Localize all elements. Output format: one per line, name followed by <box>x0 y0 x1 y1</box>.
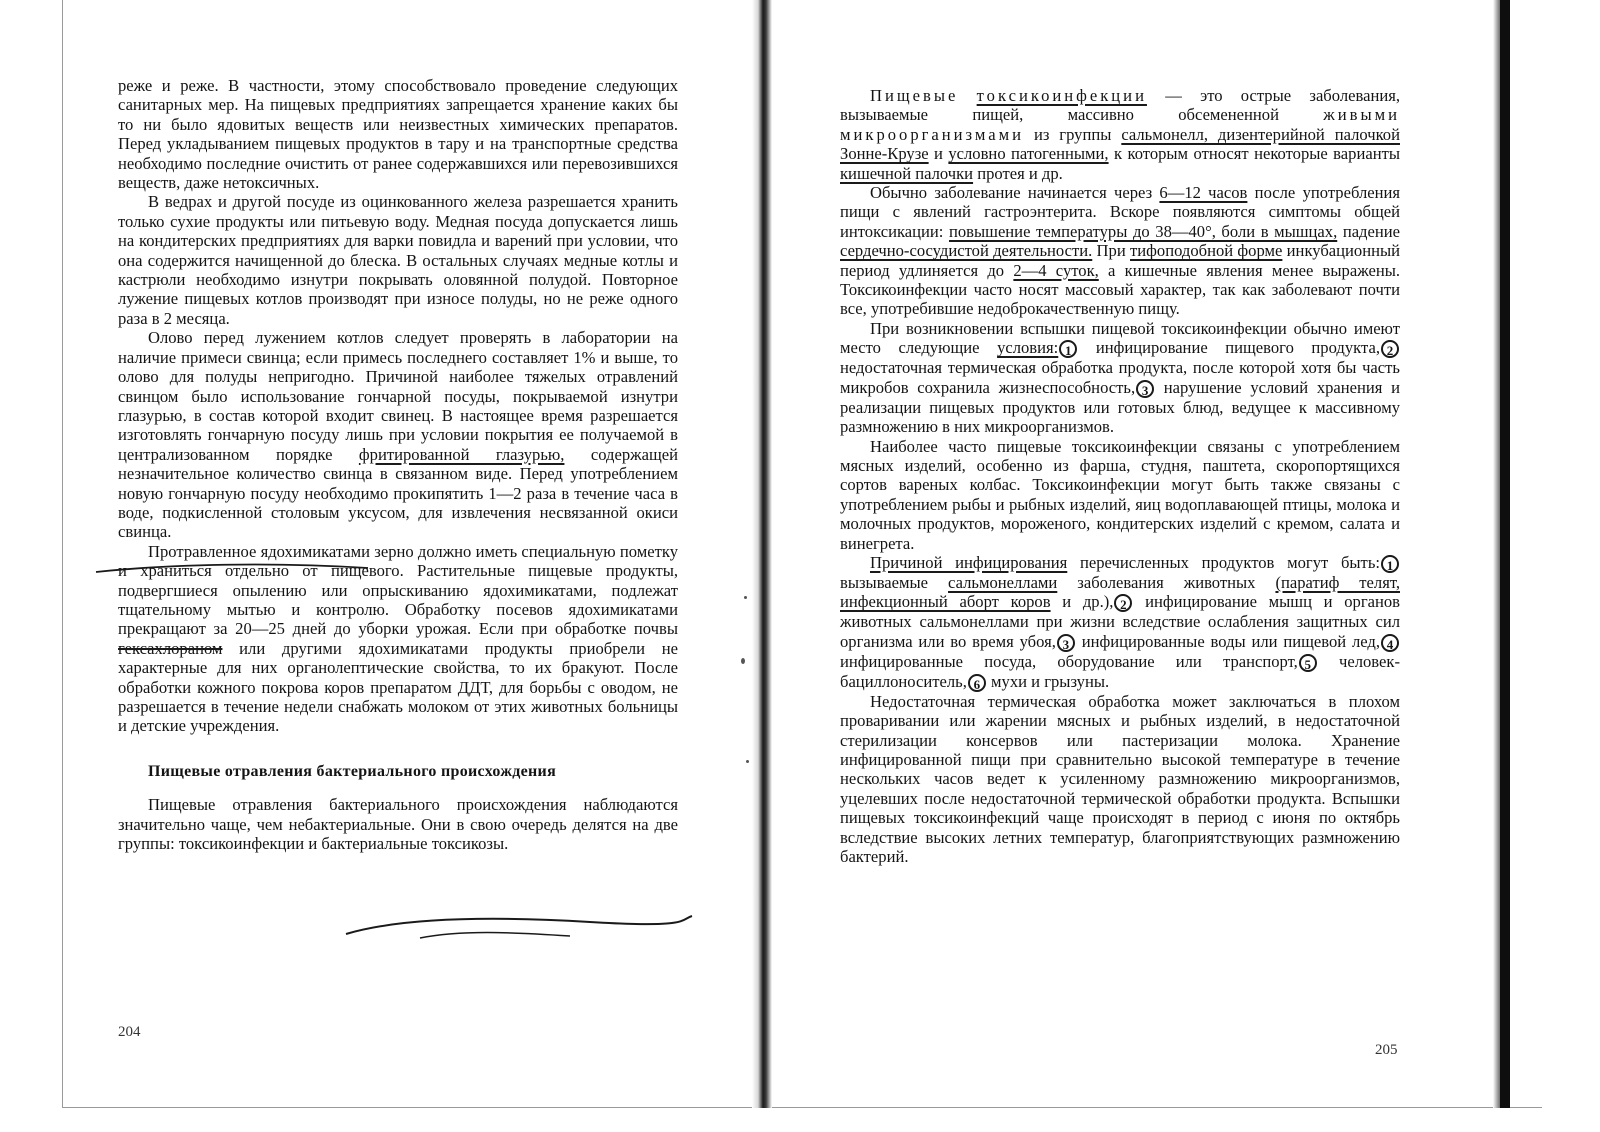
term: живыми микроорганизмами <box>840 105 1400 144</box>
paragraph: реже и реже. В частности, этому способствовало проведение следующих санитарных мер. На пищевых предприятиях запрещается хранение каких бы то ни было ядовитых веществ или неизвестных химических препаратов. Перед укладыванием пищевых продуктов в тару и на транспортные средства необходимо последние очистить от ранее содержавшихся или перевозившихся веществ, даже нетоксичных. <box>118 76 678 193</box>
paragraph <box>118 328 678 541</box>
paragraph: В ведрах и другой посуде из оцинкованного железа разрешается хранить только сухие продукты или питьевую воду. Медная посуда допускается лишь на кондитерских предприятиях для варки повидла и варений при условии, что она содержится начищенной до блеска. В остальных случаях медные котлы и кастрюли необходимо изнутри покрывать оловянной полудой. Повторное лужение пищевых котлов производят при износе полуды, но не реже одного раза в 2 месяца. <box>118 192 678 328</box>
handwritten-underline-text: 2—4 суток, <box>1013 260 1099 280</box>
text-run: заболевания животных <box>1057 572 1276 592</box>
text-run: содержащей незначительное количество свинца в связанном виде. Перед употреблением новую гончарную посуду необходимо прокипятить 1—2 раза в течение часа в воде, подкисленной столовым уксусом, для извлечения несвязанной окиси свинца. <box>118 444 678 542</box>
handwritten-underline-text: условно патогенными, <box>948 144 1109 164</box>
text-run: Протравленное ядохимикатами зерно должно иметь специальную пометку и храниться отдельно от пищевого. Растительные пищевые продукты, подвергшиеся опылению или опрыскиванию ядохимикатами, подлежат тщательному мытью и контролю. Обработку посевов ядохимикатами прекращают за 20—25 дней до уборки урожая. Если при обработке почвы <box>118 541 678 639</box>
text-run: падение <box>1337 221 1400 241</box>
scan-speck <box>741 658 745 664</box>
circled-number-marker: 3 <box>1057 634 1075 652</box>
text-run: вызываемые <box>840 572 949 592</box>
term: Пищевые <box>870 86 959 105</box>
handwritten-underline-text: тифоподобной форме <box>1130 241 1283 261</box>
text-run: из группы <box>1024 124 1122 144</box>
paragraph <box>840 183 1400 319</box>
scan-speck <box>744 596 747 599</box>
text-run: инкубационный период удлиняется до <box>840 241 1400 280</box>
book-gutter <box>752 0 772 1108</box>
handwritten-underline-text: кишечной палочки <box>840 163 974 183</box>
handwritten-underline-text: сальмонелл, дизентерийной палочкой Зонне-Крузе <box>840 124 1400 164</box>
handwritten-underline-text: повышение температуры до 38—40°, боли в мышцах, <box>949 221 1338 241</box>
handwritten-underline-text: сальмонеллами <box>948 572 1058 592</box>
text-run: человек-бациллоноситель, <box>840 651 1400 691</box>
text-run: инфицированные воды или пищевой лед, <box>1075 631 1380 651</box>
text-run: При <box>1092 241 1131 261</box>
text-run: нарушение условий хранения и реализации пищевых продуктов или готовых блюд, ведущее к массивному размножению в них микроорганизмов. <box>840 377 1400 437</box>
circled-number-marker: 4 <box>1381 634 1399 652</box>
handwritten-underline-text: (паратиф телят, инфекционный аборт коров <box>840 572 1400 612</box>
text-run: инфицированные посуда, оборудование или транспорт, <box>840 651 1298 671</box>
paragraph <box>840 319 1400 437</box>
handwritten-underline-text: условия: <box>997 338 1059 358</box>
circled-number-marker: 3 <box>1136 380 1154 398</box>
left-page <box>118 76 678 853</box>
text-run: инфицирование мышц и органов животных сальмонеллами при жизни вследствие ослабления защитных сил организма или во время убоя, <box>840 592 1400 651</box>
paragraph <box>840 553 1400 692</box>
text-run: недостаточная термическая обработка продукта, после которой хотя бы часть микробов сохранила жизнеспособность, <box>840 358 1400 397</box>
term-underlined: токсикоинфекции <box>976 86 1147 105</box>
text-run: а кишечные явления менее выражены. Токсикоинфекции часто носят массовый характер, так как заболевают почти все, употребившие недоброкачественную пищу. <box>840 260 1400 319</box>
text-run: Обычно заболевание начинается через <box>870 183 1160 203</box>
text-run: и <box>928 144 949 164</box>
handwritten-underline-text: сердечно-сосудистой деятельности. <box>840 241 1093 261</box>
text-run: мухи и грызуны. <box>986 671 1110 691</box>
circled-number-marker: 6 <box>968 674 986 692</box>
text-run: протея и др. <box>973 163 1063 183</box>
section-heading: Пищевые отравления бактериального происхождения <box>148 762 557 780</box>
text-run: после употребления пищи с явлений гастроэнтерита. Вскоре появляются симптомы общей интоксикации: <box>840 183 1401 241</box>
paragraph: Пищевые отравления бактериального происхождения наблюдаются значительно чаще, чем небактериальные. Они в свою очередь делятся на две группы: токсикоинфекции и бактериальные токсикозы. <box>118 795 678 854</box>
text-run: перечисленных продуктов могут быть: <box>1067 552 1380 572</box>
circled-number-marker: 1 <box>1381 555 1399 573</box>
handwritten-underline-text: 6—12 часов <box>1159 183 1248 203</box>
page-number: 205 <box>1375 1042 1398 1058</box>
circled-number-marker: 5 <box>1299 654 1317 672</box>
handwritten-underline-text: Причиной инфицирования <box>870 552 1068 572</box>
text-run: инфицирование пищевого продукта, <box>1078 338 1380 358</box>
scan-speck <box>746 760 749 763</box>
handwritten-strikethrough-text: гексахлораном <box>118 638 223 658</box>
paragraph: Недостаточная термическая обработка может заключаться в плохом проваривании или жарении мясных и рыбных изделий, в недостаточной стерилизации консервов или пастеризации молока. Хранение инфицированной пищи при сравнительно высокой температуре в течение нескольких часов ведет к усиленному размножению микроорганизмов, уцелевших после недостаточной термической обработки продукта. Вспышки пищевых токсикоинфекций чаще происходят в период с июня по октябрь вследствие высоких летних температур, благоприятствующих размножению бактерий. <box>840 691 1400 866</box>
text-run: Олово перед лужением котлов следует проверять в лаборатории на наличие примеси свинца; если примесь последнего составляет 1% и выше, то олово для полуды непригодно. Причиной наиболее тяжелых отравлений свинцом было использование гончарной посуды, покрываемой изнутри глазурью, в состав которой входит свинец. В настоящее время разрешается изготовлять гончарную посуду лишь при условии покрытия ее получаемой в централизованном порядке <box>118 328 678 464</box>
page-edge-shadow <box>1493 0 1500 1108</box>
paragraph: Наиболее часто пищевые токсикоинфекции связаны с употреблением мясных изделий, особенно из фарша, студня, паштета, скоропортящихся сортов вареных колбас. Токсикоинфекции могут быть также связаны с употреблением рыбы и рыбных изделий, яиц водоплавающей птицы, молока и молочных продуктов, мороженого, кондитерских изделий с кремом, салата и винегрета. <box>840 436 1400 553</box>
circled-number-marker: 1 <box>1059 340 1077 358</box>
page-edge <box>1500 0 1510 1108</box>
right-page <box>840 86 1400 866</box>
paragraph <box>118 542 678 736</box>
circled-number-marker: 2 <box>1381 340 1399 358</box>
text-run: или другими ядохимикатами продукты приобрели не характерные для них органолептические свойства, то их бракуют. После обработки кожного покрова коров препаратом ДДТ, для борьбы с оводом, не разрешается в течение недели снабжать молоком от этих животных больницы и детские учреждения. <box>118 638 678 736</box>
text-run: к которым относят некоторые варианты <box>1108 144 1400 164</box>
circled-number-marker: 2 <box>1114 594 1132 612</box>
page-number: 204 <box>118 1024 141 1040</box>
handwritten-underline-text: фритированной глазурью, <box>358 444 565 464</box>
text-run: и др.), <box>1050 592 1114 612</box>
text-run: При возникновении вспышки пищевой токсикоинфекции обычно имеют место следующие <box>840 318 1400 358</box>
text-run: — это острые заболевания, вызываемые пищей, массивно обсемененной <box>840 86 1400 125</box>
paragraph <box>840 86 1400 183</box>
